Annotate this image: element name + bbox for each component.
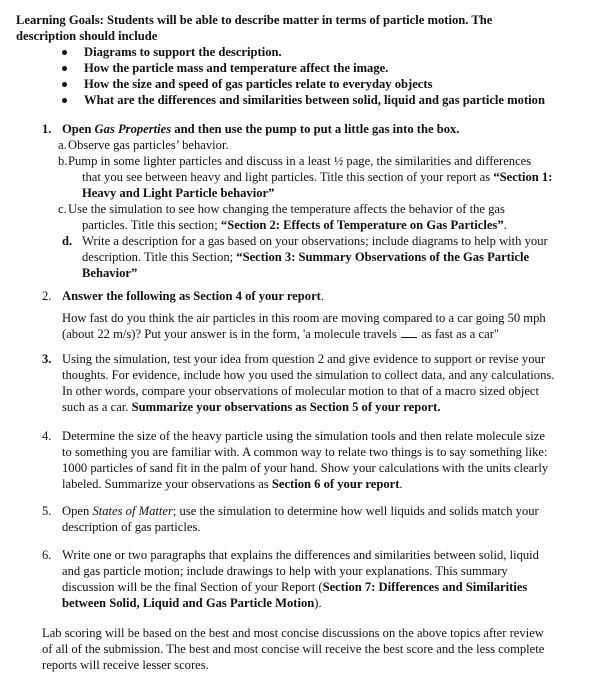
q6-line-2: and gas particle motion; include drawings to help with your explanations. This summary	[62, 564, 508, 578]
q6-line-3: discussion will be the final Section of your Report (Section 7: Differences and Similarities	[62, 580, 528, 594]
q3-line-4: such as a car. Summarize your observations as Section 5 of your report.	[62, 400, 441, 414]
question-5	[0, 503, 614, 535]
q3-line-3: In other words, compare your observations of molecular motion to that of a macro sized object	[62, 384, 540, 398]
gas-properties-sim-name: Gas Properties	[94, 122, 172, 136]
q3-line-2: thoughts. For evidence, include how you used the simulation to collect data, and any calculations.	[62, 368, 555, 382]
q3-line-1: 3. Using the simulation, test your idea from question 2 and give evidence to support or revise your	[42, 352, 546, 366]
q1-item-c: c. Use the simulation to see how changing the temperature affects the behavior of the gas	[58, 202, 505, 216]
q1-item-b: b. Pump in some lighter particles and discuss in a least ½ page, the similarities and differences	[58, 154, 532, 168]
goal-bullet: Diagrams to support the description.	[0, 44, 614, 60]
question-1	[0, 121, 614, 281]
goals-bullet-list	[0, 44, 614, 108]
question-6	[0, 547, 614, 611]
q1-item-d-line-2: description. Title this Section; “Section 3: Summary Observations of the Gas Particle	[82, 250, 530, 264]
q4-line-2: to something you are familiar with. A common way to relate two things is to say something like:	[62, 445, 548, 459]
q1-item-d-line-3: Behavior”	[82, 266, 138, 280]
q2-number: 2.	[42, 289, 52, 303]
q2-line-2: (about 22 m/s)? Put your answer is in the form, 'a molecule travels as fast as a car"	[62, 327, 500, 341]
scoring-line-1: Lab scoring will be based on the best and most concise discussions on the above topics after review	[42, 626, 544, 640]
q6-line-1: 6. Write one or two paragraphs that explains the differences and similarities between solid, liquid	[42, 548, 539, 562]
states-of-matter-sim-name: States of Matter	[92, 504, 173, 518]
q2-heading: 2. Answer the following as Section 4 of your report.	[42, 289, 325, 303]
q1-item-b-line-3: Heavy and Light Particle behavior”	[82, 186, 275, 200]
scoring-line-2: of all of the submission. The best and most concise will receive the best score and the less complete	[42, 642, 545, 656]
scoring-note	[0, 625, 614, 673]
question-4	[0, 428, 614, 492]
question-2	[0, 288, 614, 342]
q2-line-1: How fast do you think the air particles in this room are moving compared to a car going 50 mph	[62, 311, 546, 325]
q4-line-4: labeled. Summarize your observations as Section 6 of your report.	[62, 477, 403, 491]
goal-bullet: What are the differences and similarities between solid, liquid and gas particle motion	[0, 92, 614, 108]
q1-heading: 1. Open Gas Properties and then use the pump to put a little gas into the box.	[42, 122, 460, 136]
bullet-dot-icon	[62, 98, 67, 103]
q4-line-3: 1000 particles of sand fit in the palm of your hand. Show your calculations with the units clearly	[62, 461, 549, 475]
goals-line-2: description should include	[16, 29, 158, 43]
goal-bullet: How the particle mass and temperature affect the image.	[0, 60, 614, 76]
goals-line-1: Learning Goals: Students will be able to describe matter in terms of particle motion. The	[16, 13, 493, 27]
goal-bullet: How the size and speed of gas particles relate to everyday objects	[0, 76, 614, 92]
q5-line-1: 5. Open States of Matter; use the simulation to determine how well liquids and solids match your	[42, 504, 539, 518]
bullet-dot-icon	[62, 82, 67, 87]
q4-line-1: 4. Determine the size of the heavy particle using the simulation tools and then relate molecule size	[42, 429, 545, 443]
q1-item-d: d. Write a description for a gas based on your observations; include diagrams to help with your	[62, 234, 548, 248]
question-3	[0, 351, 614, 415]
scoring-line-3: reports will receive lesser scores.	[42, 658, 209, 672]
bullet-dot-icon	[62, 50, 67, 55]
q4-number: 4.	[42, 429, 52, 443]
answer-blank	[401, 326, 417, 338]
q1-item-b-line-2: that you see between heavy and light particles. Title this section of your report as “Section 1:	[82, 170, 553, 184]
q6-line-4: between Solid, Liquid and Gas Particle Motion).	[62, 596, 322, 610]
q5-line-2: description of gas particles.	[62, 520, 201, 534]
q6-number: 6.	[42, 548, 52, 562]
bullet-dot-icon	[62, 66, 67, 71]
q1-number: 1.	[42, 122, 52, 136]
q3-number: 3.	[42, 352, 52, 366]
q5-number: 5.	[42, 504, 52, 518]
q1-item-a: a. Observe gas particles’ behavior.	[58, 138, 229, 152]
q1-item-c-line-2: particles. Title this section; “Section 2: Effects of Temperature on Gas Particles”.	[82, 218, 507, 232]
learning-goals	[0, 12, 614, 108]
